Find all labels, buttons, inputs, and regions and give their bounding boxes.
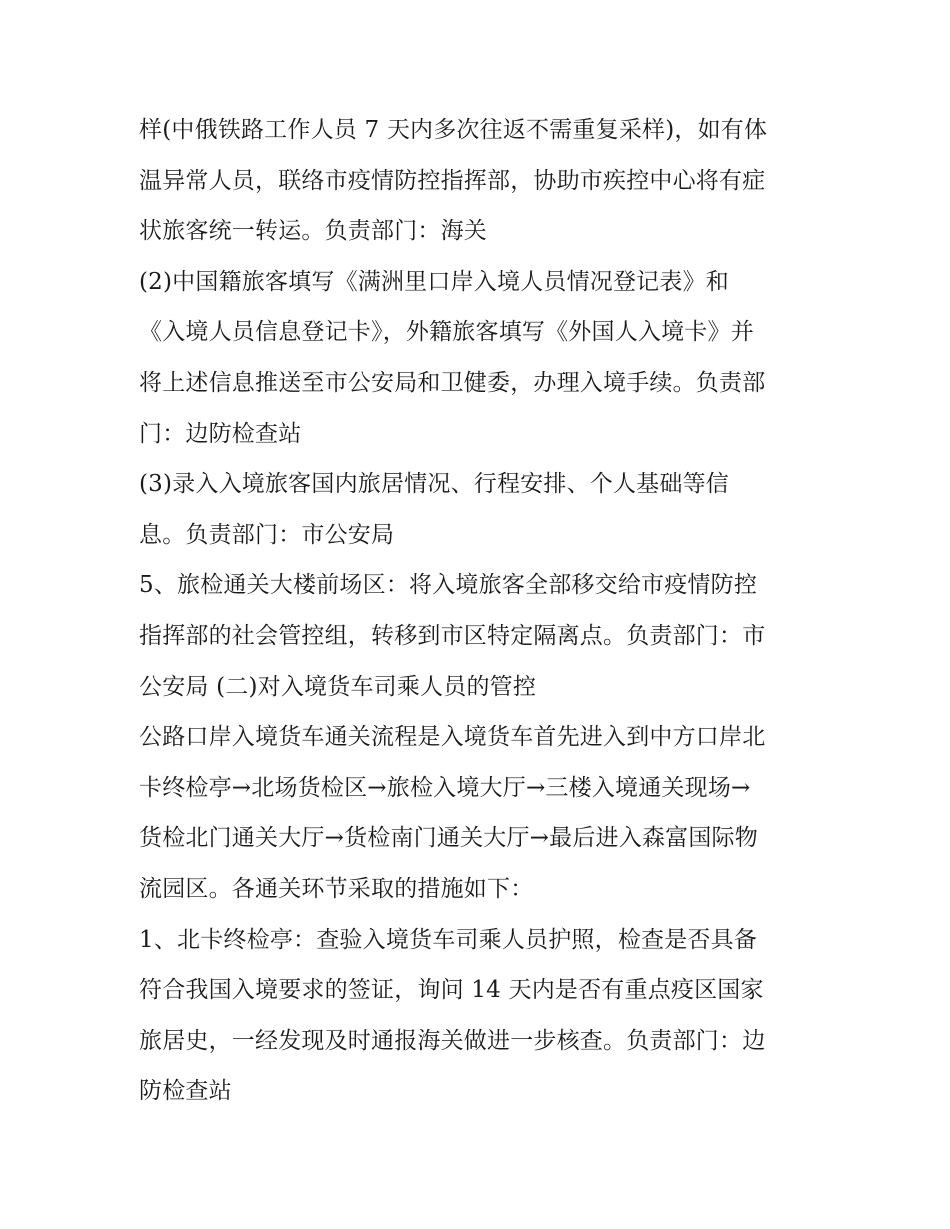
text-line: 1、北卡终检亭：查验入境货车司乘人员护照，检查是否具备 xyxy=(139,926,758,953)
text-line: 流园区。各通关环节采取的措施如下： xyxy=(139,875,534,902)
text-line: 卡终检亭→北场货检区→旅检入境大厅→三楼入境通关现场→ xyxy=(139,774,751,801)
text-line: 将上述信息推送至市公安局和卫健委，办理入境手续。负责部 xyxy=(139,369,766,396)
text-line: (2)中国籍旅客填写《满洲里口岸入境人员情况登记表》和 xyxy=(139,268,729,295)
text-line: 公路口岸入境货车通关流程是入境货车首先进入到中方口岸北 xyxy=(139,724,766,751)
text-line: 温异常人员，联络市疫情防控指挥部，协助市疾控中心将有症 xyxy=(139,167,766,194)
text-line: 指挥部的社会管控组，转移到市区特定隔离点。负责部门：市 xyxy=(139,622,766,649)
text-line: 《入境人员信息登记卡》，外籍旅客填写《外国人入境卡》并 xyxy=(139,319,754,346)
text-line: 旅居史，一经发现及时通报海关做进一步核查。负责部门：边 xyxy=(139,1027,766,1054)
text-line: 门：边防检查站 xyxy=(139,420,302,447)
text-line: 5、旅检通关大楼前场区：将入境旅客全部移交给市疫情防控 xyxy=(139,572,758,599)
text-line: 公安局 (二)对入境货车司乘人员的管控 xyxy=(139,673,537,700)
document-body xyxy=(139,105,819,1117)
text-line: (3)录入入境旅客国内旅居情况、行程安排、个人基础等信 xyxy=(139,471,729,498)
text-line: 息。负责部门：市公安局 xyxy=(139,521,395,548)
text-line: 样(中俄铁路工作人员 7 天内多次往返不需重复采样)，如有体 xyxy=(139,117,768,143)
text-line: 符合我国入境要求的签证，询问 14 天内是否有重点疫区国家 xyxy=(139,977,764,1004)
text-line: 防检查站 xyxy=(139,1078,232,1105)
text-line: 状旅客统一转运。负责部门：海关 xyxy=(139,218,487,245)
text-line: 货检北门通关大厅→货检南门通关大厅→最后进入森富国际物 xyxy=(139,825,758,852)
